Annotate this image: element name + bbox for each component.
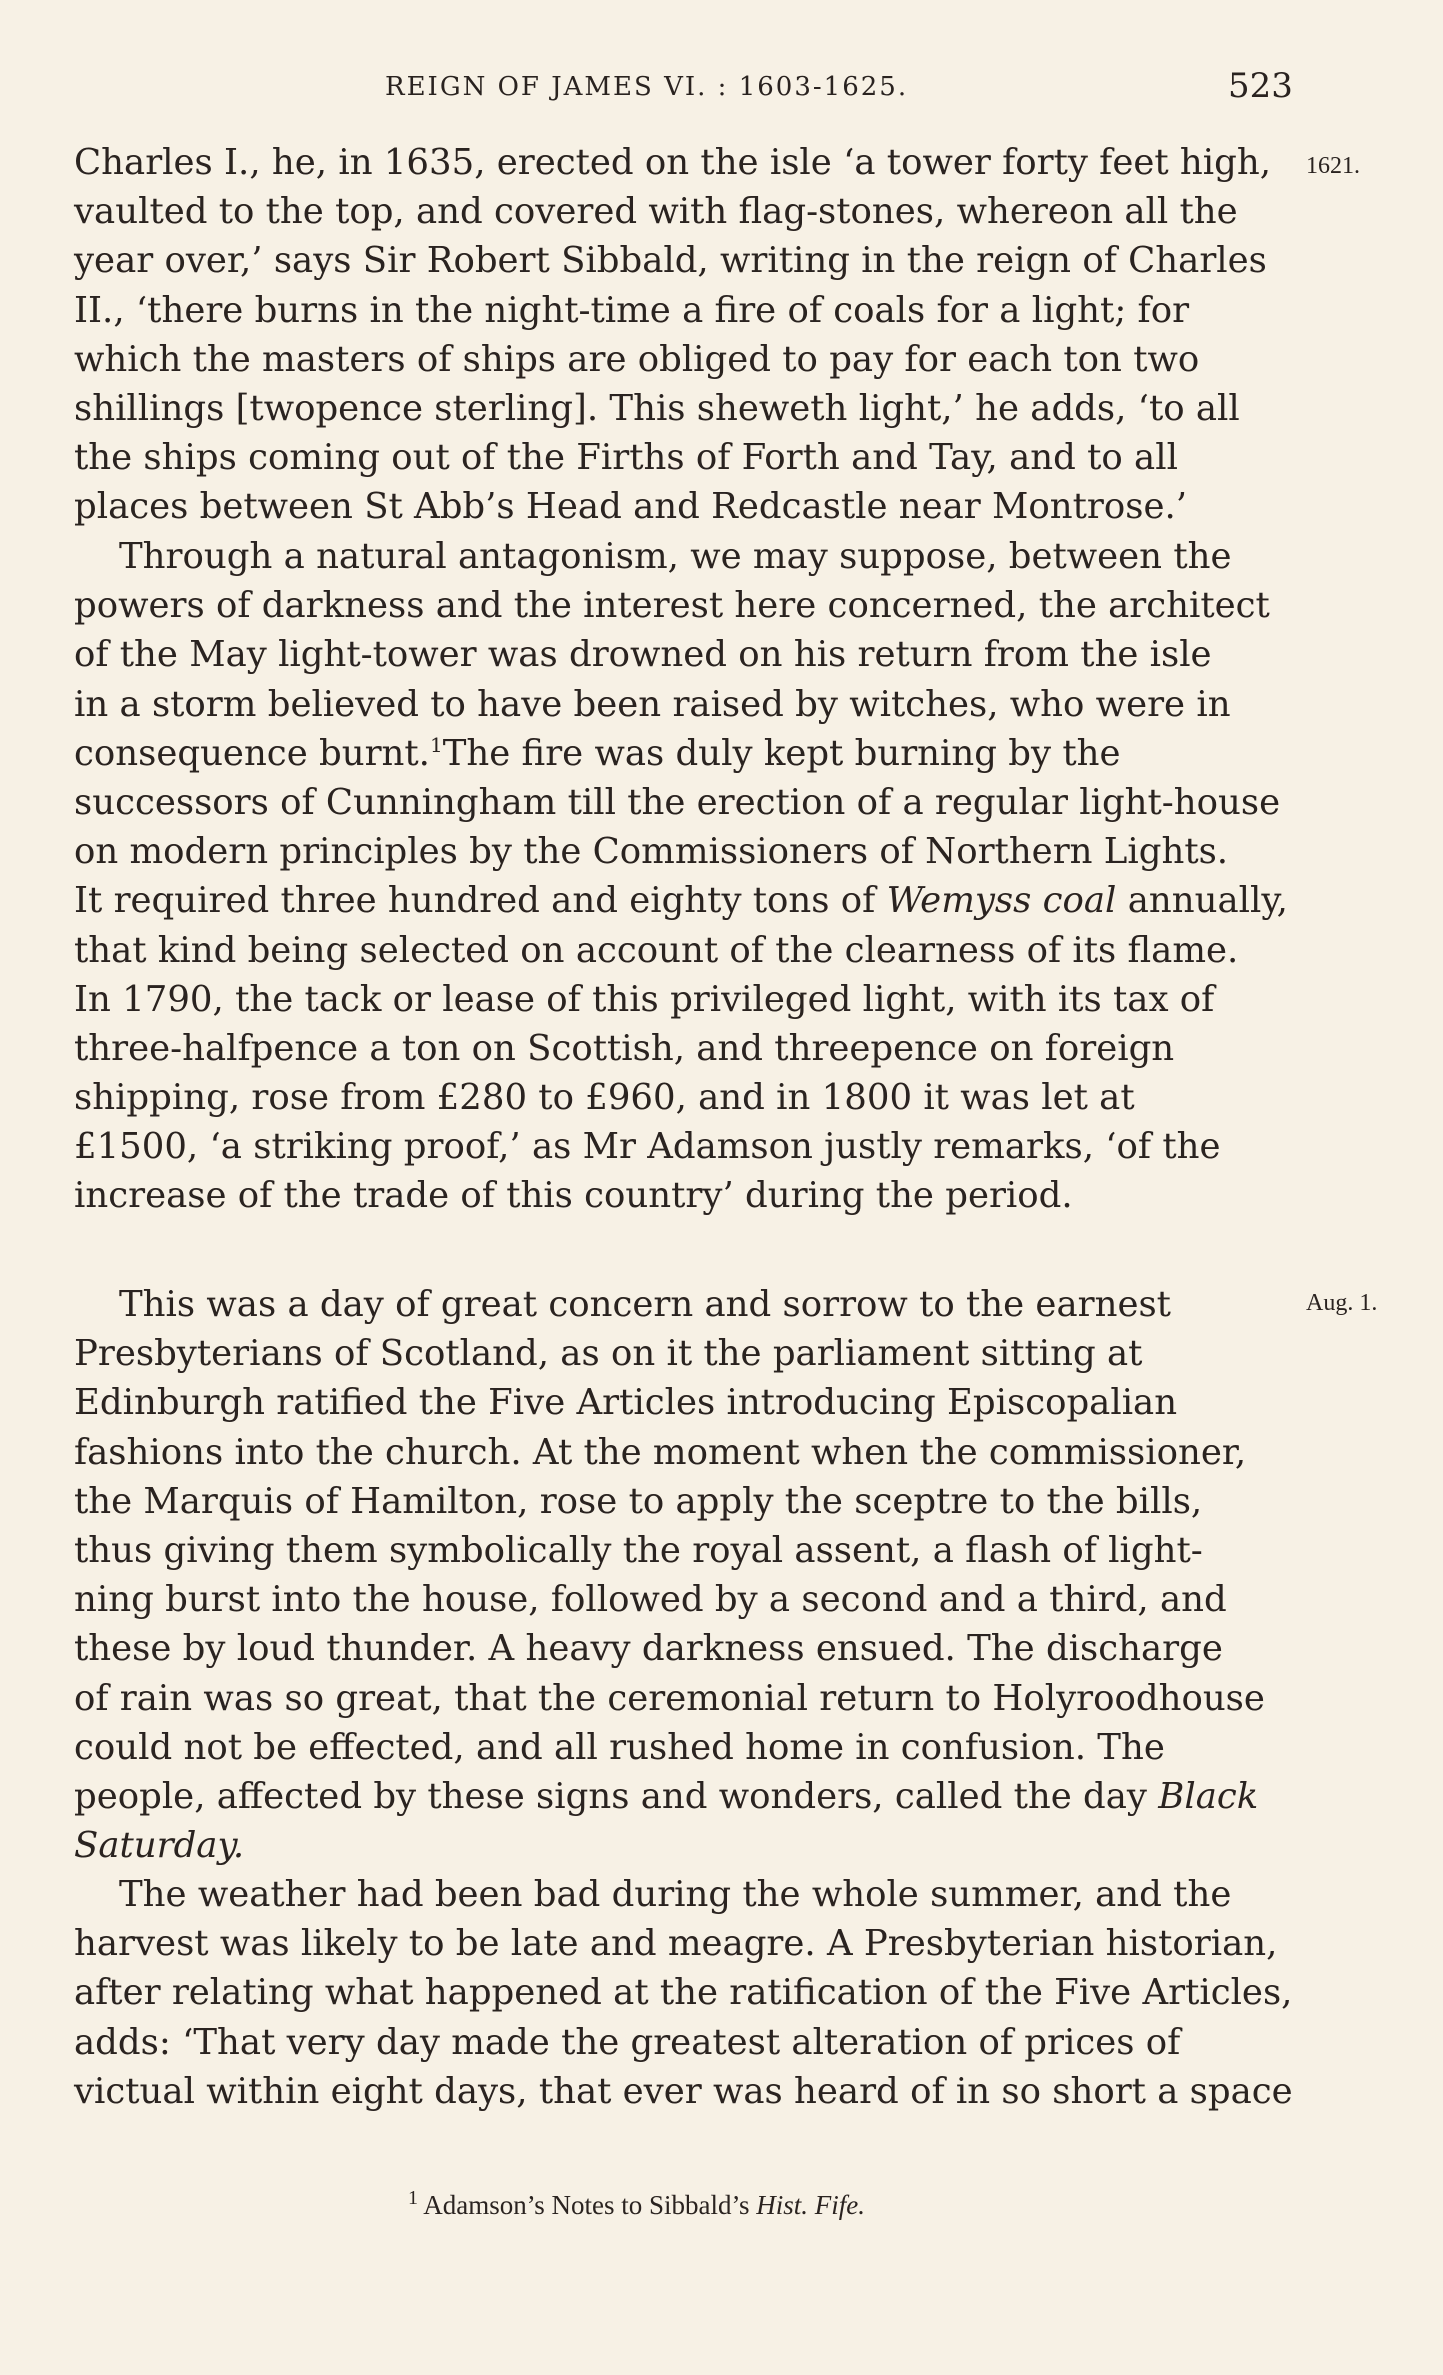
text-line: Charles I., he, in 1635, erected on the isle ‘a tower forty feet high, (74, 142, 1271, 183)
text-line: year over,’ says Sir Robert Sibbald, writing in the reign of Charles (74, 240, 1267, 282)
paragraph-lighthouse-continuation (74, 138, 1290, 532)
text-line: Through a natural antagonism, we may suppose, between the (119, 536, 1232, 577)
text-line: that kind being selected on account of the clearness of its flame. (74, 929, 1239, 971)
text-line: powers of darkness and the interest here concerned, the architect (74, 585, 1270, 627)
text-line: £1500, ‘a striking proof,’ as Mr Adamson justly remarks, ‘of the (74, 1126, 1221, 1168)
paragraph-light-tower-history (74, 532, 1290, 1221)
paragraph-weather (74, 1870, 1293, 2116)
footnote-text: Adamson’s Notes to Sibbald’s (418, 2190, 757, 2220)
footnote-marker: 1 (429, 732, 443, 757)
running-title: REIGN OF JAMES VI. : 1603-1625. (385, 72, 909, 102)
text-line: harvest was likely to be late and meagre. A Presbyterian historian, (74, 1923, 1278, 1965)
text-line: II., ‘there burns in the night-time a fire of coals for a light; for (74, 289, 1190, 331)
footnote (408, 2187, 866, 2221)
text-line: three-halfpence a ton on Scottish, and threepence on foreign (74, 1027, 1175, 1069)
text-line: people, affected by these signs and wonders, called the day Black (74, 1772, 1290, 1821)
text-line: shillings [twopence sterling]. This sheweth light,’ he adds, ‘to all (74, 387, 1240, 429)
text-line: This was a day of great concern and sorrow to the earnest (119, 1284, 1171, 1325)
text-line: adds: ‘That very day made the greatest alteration of prices of (74, 2021, 1181, 2063)
page-number: 523 (1228, 66, 1293, 106)
text-line: victual within eight days, that ever was heard of in so short a space (74, 2070, 1293, 2112)
text-line: Presbyterians of Scotland, as on it the parliament sitting at (74, 1333, 1143, 1375)
text-line: increase of the trade of this country’ during the period. (74, 1175, 1073, 1217)
text-line: fashions into the church. At the moment when the commissioner, (74, 1431, 1247, 1473)
text-line: It required three hundred and eighty tons of Wemyss coal annually, (74, 876, 1290, 925)
text-line: successors of Cunningham till the erection of a regular light-house (74, 781, 1281, 823)
text-line: consequence burnt.$^1$The fire was duly kept burning by the (74, 732, 1121, 774)
text-line: these by loud thunder. A heavy darkness ensued. The discharge (74, 1628, 1223, 1670)
text-line: Edinburgh ratified the Five Articles introducing Episcopalian (74, 1382, 1178, 1424)
text-line: The weather had been bad during the whole summer, and the (119, 1874, 1232, 1915)
text-line: vaulted to the top, and covered with flag-stones, whereon all the (74, 191, 1238, 233)
text-line: the Marquis of Hamilton, rose to apply the sceptre to the bills, (74, 1480, 1203, 1522)
margin-note-date: Aug. 1. (1306, 1290, 1378, 1316)
text-line: which the masters of ships are obliged to pay for each ton two (74, 338, 1200, 380)
text-line: In 1790, the tack or lease of this privileged light, with its tax of (74, 978, 1215, 1020)
footnote-title: Hist. Fife. (756, 2190, 866, 2220)
text-line: Saturday. (74, 1825, 245, 1867)
text-line: in a storm believed to have been raised by witches, who were in (74, 683, 1231, 725)
text-line: ning burst into the house, followed by a second and a third, and (74, 1579, 1227, 1621)
text-line: of rain was so great, that the ceremonial return to Holyroodhouse (74, 1677, 1265, 1719)
text-line: the ships coming out of the Firths of Forth and Tay, and to all (74, 437, 1178, 479)
footnote-number: 1 (408, 2187, 418, 2209)
text-line: on modern principles by the Commissioners of Northern Lights. (74, 831, 1229, 873)
text-line: places between St Abb’s Head and Redcastle near Montrose.’ (74, 486, 1188, 528)
margin-note-year: 1621. (1306, 153, 1360, 179)
paragraph-black-saturday (74, 1280, 1290, 1870)
italic-term: Black (1158, 1775, 1259, 1817)
text-line: after relating what happened at the ratification of the Five Articles, (74, 1972, 1293, 2014)
italic-term: Wemyss coal (886, 880, 1117, 922)
text-line: thus giving them symbolically the royal assent, a flash of light- (74, 1529, 1203, 1571)
text-line: shipping, rose from £280 to £960, and in 1800 it was let at (74, 1077, 1135, 1119)
text-line: could not be effected, and all rushed home in confusion. The (74, 1726, 1165, 1768)
text-line: of the May light-tower was drowned on his return from the isle (74, 634, 1212, 676)
